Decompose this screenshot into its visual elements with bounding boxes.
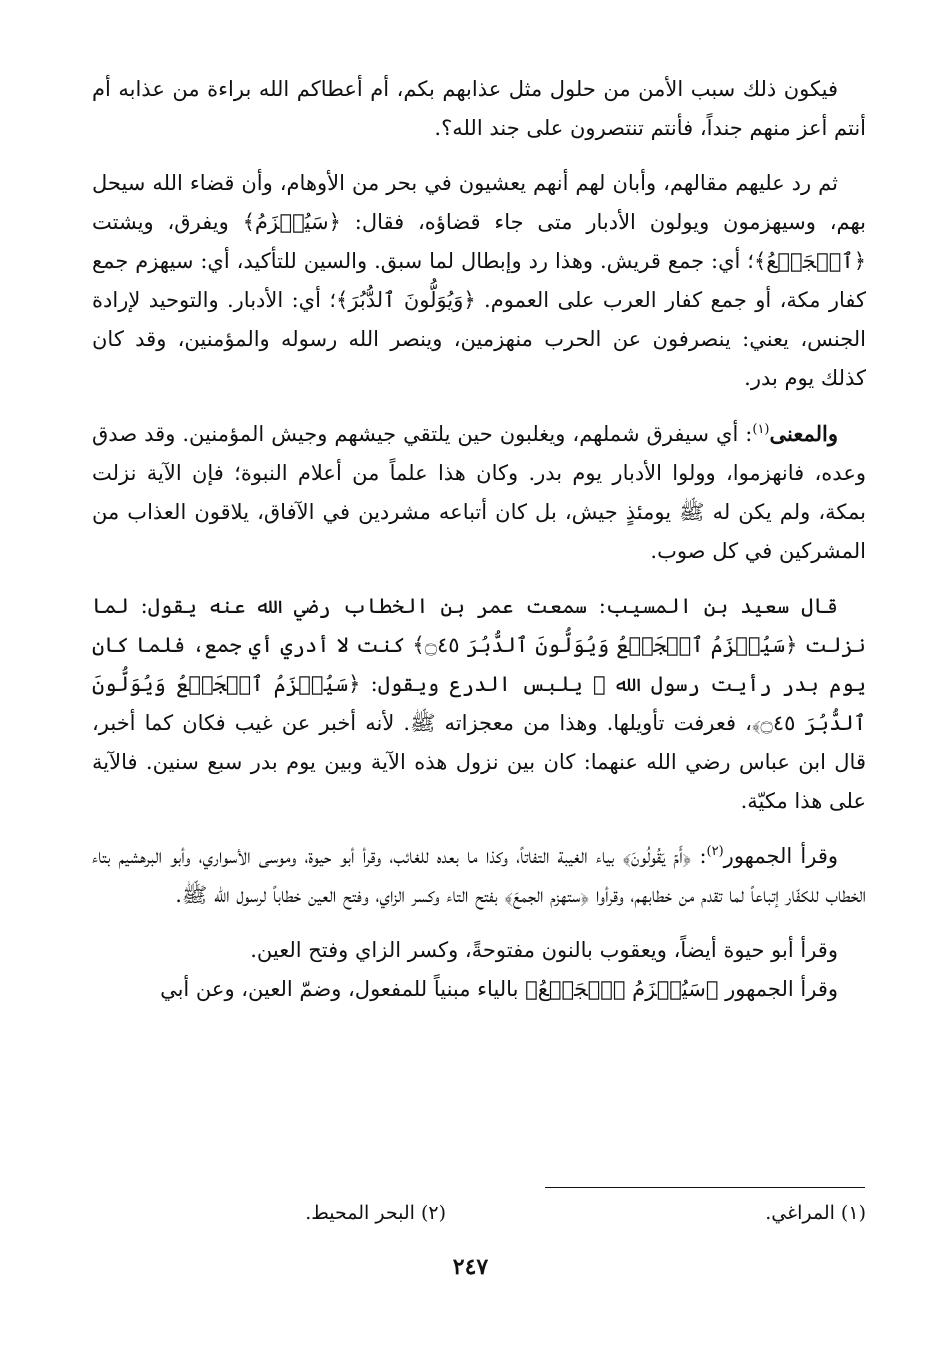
paragraph-abu-haywa: وقرأ أبو حيوة أيضاً، ويعقوب بالنون مفتوحةً، وكسر الزاي وفتح العين. — [250, 938, 838, 962]
reading-text: : ﴿أَمۡ يَقُولُونَ﴾ بياء الغيبة التفاتاً، وكذا ما بعده للغائب، وقرأ أبو حيوة، وموسى الأسواري، وأبو البرهشيم بتاء الخطاب للكفّار إتباعاً لما تقدم من خطابهم، وقرأوا ﴿ستهزم الجمعَ﴾ بفتح التاء وكسر الزاي، وفتح العين خطاباً لرسول الله ﷺ. — [92, 844, 866, 907]
paragraph-said: قال سعيد بن المسيب: سمعت عمر بن الخطاب رضي الله عنه يقول: لما نزلت ﴿سَيُهۡزَمُ ٱلۡجَمۡعُ وَيُوَلُّونَ ٱلدُّبُرَ ۝٤٥﴾ كنت لا أدري أي جمع، فلما كان يوم بدر رأيت رسول الله ﷺ يلبس الدرع ويقول: ﴿سَيُهۡزَمُ ٱلۡجَمۡعُ وَيُوَلُّونَ ٱلدُّبُرَ ۝٤٥﴾، فعرفت تأويلها. وهذا من معجزاته ﷺ. لأنه أخبر عن غيب فكان كما أخبر، قال ابن عباس رضي الله عنهما: كان بين نزول هذه الآية وبين يوم بدر سبع سنين. فالآية على هذا مكيّة. — [92, 594, 867, 813]
footnote-1: (١) المراغي. — [765, 1202, 866, 1224]
footnote-2: (٢) البحر المحيط. — [305, 1202, 446, 1224]
paragraph-meaning — [92, 414, 866, 571]
paragraph-intro: فيكون ذلك سبب الأمن من حلول مثل عذابهم بكم، أم أعطاكم الله براءة من عذابه أم أنتم أعز منهم جنداً، فأنتم تنتصرون على جند الله؟. — [92, 77, 866, 140]
paragraph-majority: وقرأ الجمهور ﴿سَيُهۡزَمُ ٱلۡجَمۡعُ﴾ بالياء مبنياً للمفعول، وضمّ العين، وعن أبي — [160, 977, 838, 1001]
paragraph-reading — [92, 837, 866, 915]
footnote-divider — [545, 1187, 865, 1188]
footnote-ref-2: (٢) — [706, 844, 724, 859]
footnote-ref-1: (١) — [752, 422, 770, 437]
meaning-label: والمعنى — [769, 421, 838, 446]
meaning-text: : أي سيفرق شملهم، ويغلبون حين يلتقي جيشهم وجيش المؤمنين. وقد صدق وعده، فانهزموا، وولوا الأدبار يوم بدر. وكان هذا علماً من أعلام النبوة؛ فإن الآية نزلت بمكة، ولم يكن له ﷺ يومئذٍ جيش، بل كان أتباعه مشردين في الآفاق، يلاقون العذاب من المشركين في كل صوب. — [92, 422, 866, 563]
body-text — [92, 70, 866, 1009]
reading-lead: وقرأ الجمهور — [723, 844, 838, 868]
page-number: ٢٤٧ — [452, 1254, 489, 1280]
paragraph-reply: ثم رد عليهم مقالهم، وأبان لهم أنهم يعشيون في بحر من الأوهام، وأن قضاء الله سيحل بهم، وسيهزمون ويولون الأدبار متى جاء قضاؤه، فقال: ﴿سَيُهۡزَمُ﴾ ويفرق، ويشتت ﴿ٱلۡجَمۡعُ﴾؛ أي: جمع قريش. وهذا رد وإبطال لما سبق. والسين للتأكيد، أي: سيهزم جمع كفار مكة، أو جمع كفار العرب على العموم. ﴿وَيُوَلُّونَ ٱلدُّبُرَ﴾؛ أي: الأدبار. والتوحيد لإرادة الجنس، يعني: ينصرفون عن الحرب منهزمين، وينصر الله رسوله والمؤمنين، وقد كان كذلك يوم بدر. — [92, 171, 866, 390]
